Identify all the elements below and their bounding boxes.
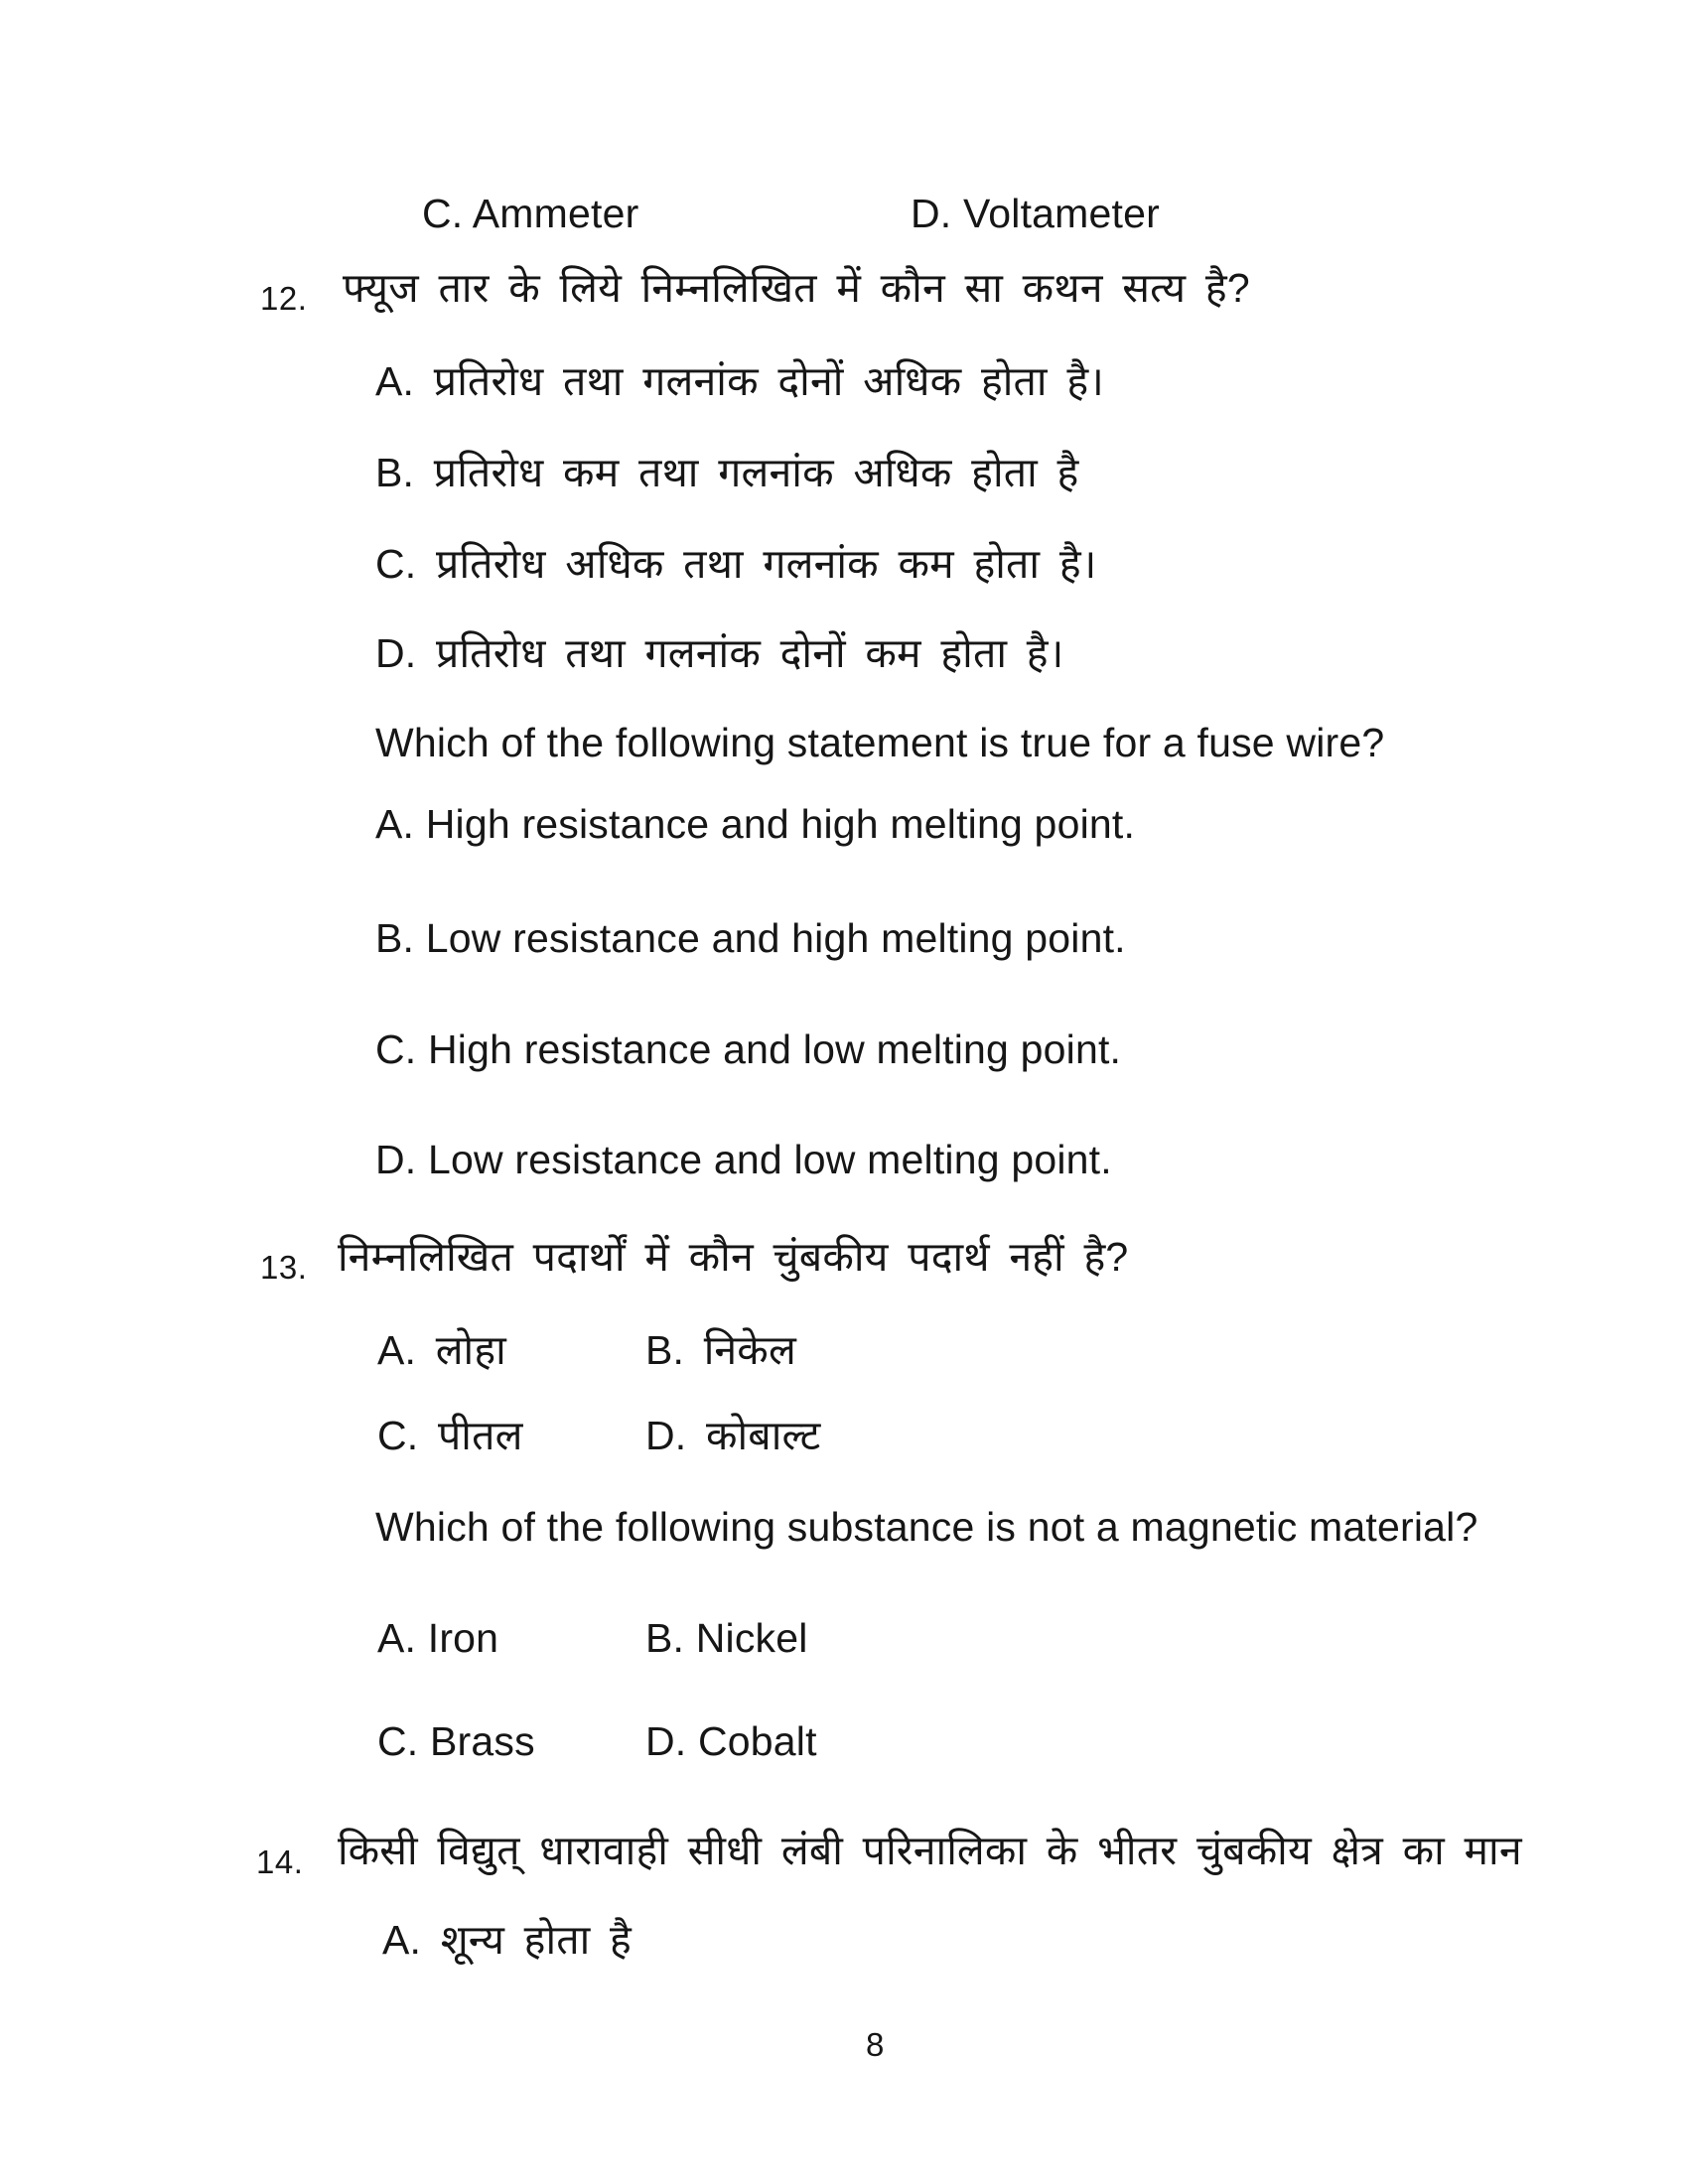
q11-option-c: C. Ammeter: [422, 191, 639, 236]
q12-question-hindi: फ्यूज तार के लिये निम्नलिखित में कौन सा कथन सत्य है?: [343, 265, 1250, 311]
q13-number: 13.: [260, 1249, 308, 1286]
page-number: 8: [866, 2026, 885, 2063]
q12-option-c-english: C. High resistance and low melting point.: [375, 1026, 1122, 1072]
q14-option-a-hindi: A. शून्य होता है: [382, 1917, 633, 1963]
q13-question-english: Which of the following substance is not a magnetic material?: [375, 1504, 1478, 1550]
q13-option-a-hindi: A. लोहा: [377, 1327, 506, 1373]
q14-number: 14.: [256, 1843, 304, 1880]
q13-question-hindi: निम्नलिखित पदार्थों में कौन चुंबकीय पदार्थ नहीं है?: [338, 1234, 1129, 1280]
q12-question-english: Which of the following statement is true for a fuse wire?: [375, 720, 1385, 765]
q14-question-hindi: किसी विद्युत् धारावाही सीधी लंबी परिनालिका के भीतर चुंबकीय क्षेत्र का मान: [338, 1828, 1522, 1873]
q12-option-c-hindi: C. प्रतिरोध अधिक तथा गलनांक कम होता है।: [375, 541, 1097, 587]
q12-option-b-hindi: B. प्रतिरोध कम तथा गलनांक अधिक होता है: [375, 450, 1079, 495]
q12-option-a-hindi: A. प्रतिरोध तथा गलनांक दोनों अधिक होता है।: [375, 358, 1105, 404]
q13-option-c-english: C. Brass: [377, 1718, 535, 1764]
q13-option-b-english: B. Nickel: [645, 1615, 808, 1661]
q13-option-a-english: A. Iron: [377, 1615, 499, 1661]
q12-option-a-english: A. High resistance and high melting point.: [375, 801, 1136, 847]
q12-option-d-hindi: D. प्रतिरोध तथा गलनांक दोनों कम होता है।: [375, 630, 1064, 676]
q11-option-d: D. Voltameter: [911, 191, 1160, 236]
q12-number: 12.: [260, 280, 308, 317]
q13-option-d-hindi: D. कोबाल्ट: [645, 1413, 821, 1458]
q12-option-b-english: B. Low resistance and high melting point.: [375, 915, 1126, 961]
q12-option-d-english: D. Low resistance and low melting point.: [375, 1137, 1112, 1182]
q13-option-b-hindi: B. निकेल: [645, 1327, 796, 1373]
q13-option-c-hindi: C. पीतल: [377, 1413, 523, 1458]
q13-option-d-english: D. Cobalt: [645, 1718, 817, 1764]
